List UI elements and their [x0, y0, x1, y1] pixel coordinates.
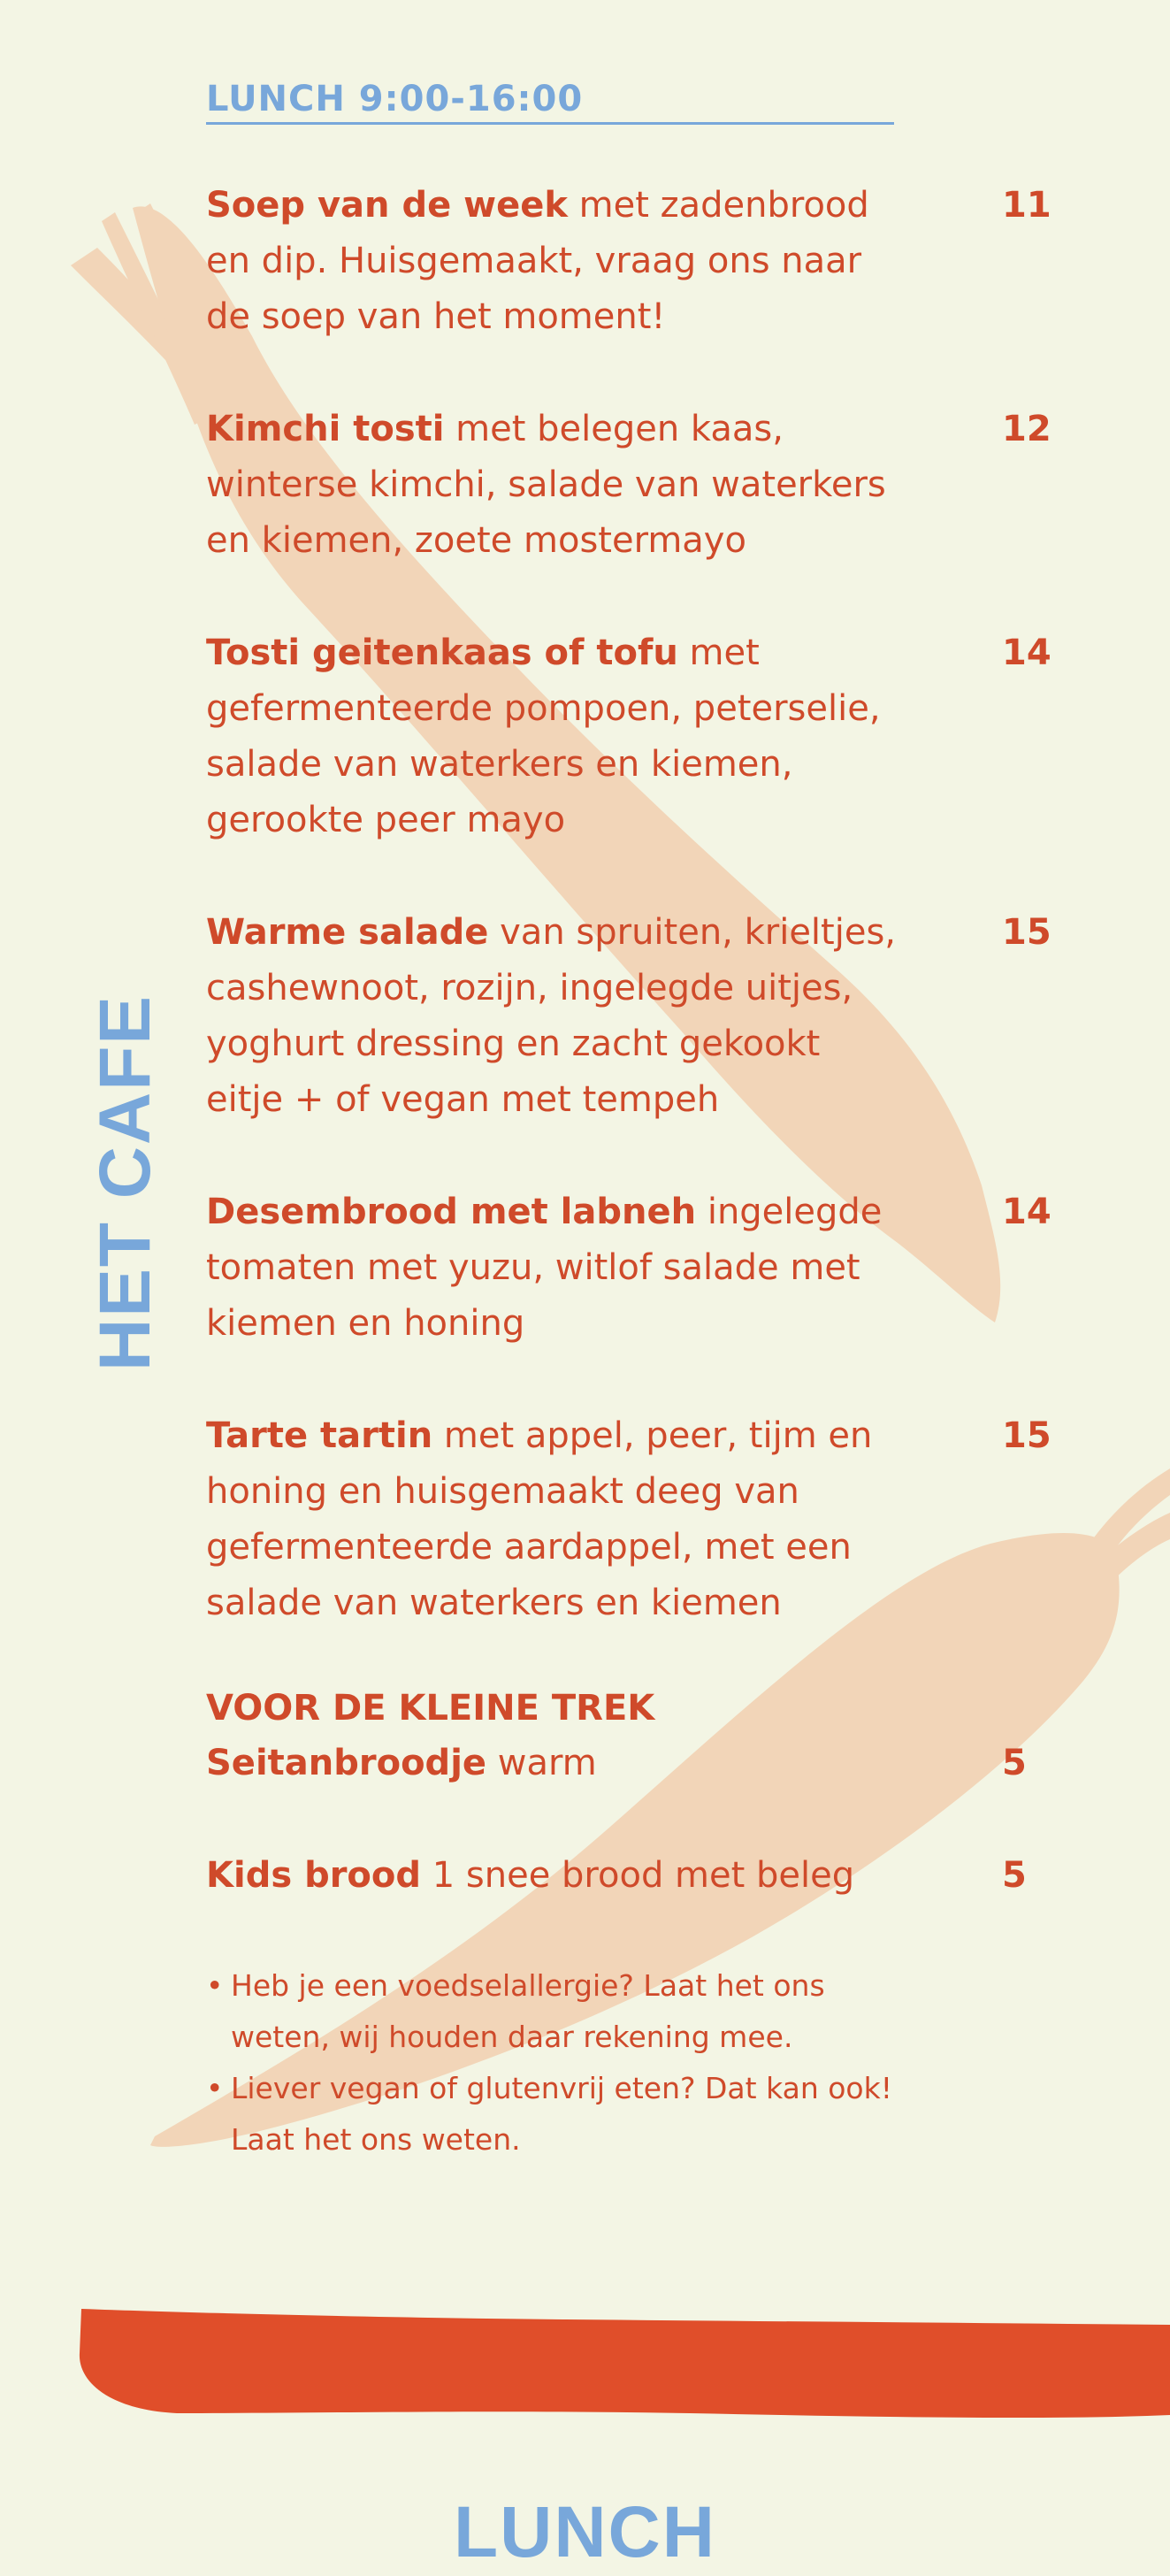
menu-item — [206, 402, 1051, 569]
menu-item-name: Warme salade — [206, 912, 489, 953]
menu-item-description: 1 snee brood met beleg — [421, 1855, 855, 1896]
menu-item-description: met appel, peer, tijm en honing en huisgemaakt deeg van gefermenteerde aardappel, met een salade van waterkers en kiemen — [206, 1415, 873, 1623]
menu-item — [206, 1736, 1046, 1791]
menu-item — [206, 905, 1051, 1128]
menu-item-price: 5 — [1002, 1743, 1027, 1783]
menu-item-price: 15 — [1002, 912, 1051, 953]
menu-item — [206, 1184, 1051, 1352]
menu-item-text — [206, 402, 905, 569]
bullet-icon: • — [206, 1968, 224, 2003]
menu-item — [206, 178, 1051, 345]
menu-item-price: 12 — [1002, 409, 1051, 449]
menu-item-name: Desembrood met labneh — [206, 1192, 697, 1232]
menu-item-text — [206, 1408, 905, 1631]
menu-item-description: met belegen kaas, winterse kimchi, salade van waterkers en kiemen, zoete mostermayo — [206, 409, 886, 561]
menu-item-price: 11 — [1002, 185, 1051, 226]
menu-item-name: Seitanbroodje — [206, 1743, 487, 1783]
menu-item-name: Tarte tartin — [206, 1415, 433, 1456]
vertical-cafe-title: HET CAFE — [85, 994, 165, 1371]
menu-item-text — [206, 178, 905, 345]
menu-item-text — [206, 1184, 905, 1352]
menu-item — [206, 625, 1051, 848]
menu-item-text — [206, 1736, 905, 1791]
menu-item-price: 14 — [1002, 632, 1051, 673]
note-text: Liever vegan of glutenvrij eten? Dat kan ook! Laat het ons weten. — [231, 2071, 892, 2157]
menu-item-text — [206, 905, 905, 1128]
menu-item-name: Soep van de week — [206, 185, 568, 226]
small-bites-heading: VOOR DE KLEINE TREK — [206, 1688, 655, 1729]
bullet-icon: • — [206, 2071, 224, 2105]
menu-item-description: ingelegde tomaten met yuzu, witlof salade met kiemen en honing — [206, 1192, 883, 1344]
allergy-note — [206, 1960, 905, 2063]
orange-brush-stroke — [80, 2309, 1170, 2418]
menu-item-text — [206, 1848, 905, 1904]
menu-item-name: Kids brood — [206, 1855, 422, 1896]
menu-item-description: met gefermenteerde pompoen, peterselie, salade van waterkers en kiemen, gerookte peer mayo — [206, 632, 881, 840]
info-notes — [206, 1960, 905, 2166]
menu-item-price: 5 — [1002, 1855, 1027, 1896]
vegan-note — [206, 2063, 905, 2166]
menu-item-price: 15 — [1002, 1415, 1051, 1456]
menu-item-description: met zadenbrood en dip. Huisgemaakt, vraag ons naar de soep van het moment! — [206, 185, 869, 337]
menu-item-name: Tosti geitenkaas of tofu — [206, 632, 678, 673]
footer-lunch-title: LUNCH — [454, 2492, 716, 2572]
menu-item-price: 14 — [1002, 1192, 1051, 1232]
menu-item-name: Kimchi tosti — [206, 409, 445, 449]
menu-item-description: van spruiten, krieltjes, cashewnoot, rozijn, ingelegde uitjes, yoghurt dressing en zacht gekookt eitje + of vegan met tempeh — [206, 912, 897, 1120]
lunch-hours-heading: LUNCH 9:00-16:00 — [206, 76, 894, 125]
menu-content — [206, 76, 1051, 2166]
menu-item — [206, 1408, 1051, 1631]
menu-item — [206, 1848, 1046, 1904]
menu-item-description: warm — [486, 1743, 597, 1783]
note-text: Heb je een voedselallergie? Laat het ons weten, wij houden daar rekening mee. — [231, 1968, 825, 2054]
menu-item-text — [206, 625, 905, 848]
